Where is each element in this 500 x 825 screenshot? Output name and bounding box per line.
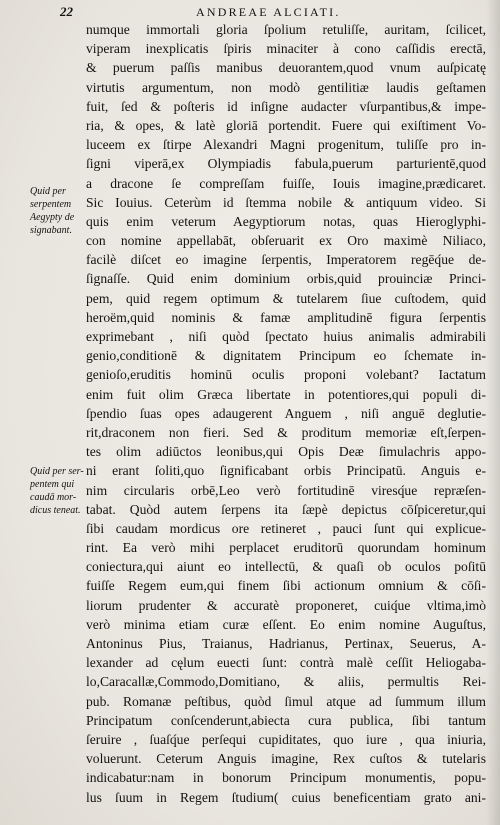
text-line: ria, & opes, & latè gloriā portendit. Fuere qui exiſtiment Vo- bbox=[86, 117, 486, 133]
text-line: & puerum paſſis manibus deuorantem,quod vnum auſpicatę bbox=[86, 60, 486, 76]
page-number: 22 bbox=[60, 4, 73, 19]
text-line: voluerunt. Ceterum Anguis imagine, Rex cuſtos & tutelaris bbox=[86, 751, 486, 767]
text-line: viperam inexplicatis ſpiris minaciter à cono caſſidis erectā, bbox=[86, 41, 486, 57]
text-line: enim fuit olim Græca libertate in potentiores,qui populi di- bbox=[86, 386, 486, 402]
text-line: ni erant ſoliti,quo ſignificabant orbis Principatū. Anguis e- bbox=[86, 463, 486, 479]
text-line: coniectura,qui aiunt eo intellectū, & quaſi ob oculos poſitū bbox=[86, 559, 486, 575]
text-line: lexander ad cęlum euecti ſunt: contrà malè ceſſit Heliogaba- bbox=[86, 655, 486, 671]
text-line: verò minima etiam curæ eſſent. Eo enim nomine Auguſtus, bbox=[86, 616, 486, 632]
text-line: lus ſuum in Regem ſtudium( cuius beneficentiam grato ani- bbox=[86, 789, 486, 805]
text-line: ſignaſſe. Quid enim dominium orbis,quid prouinciæ Princi- bbox=[86, 271, 486, 287]
margin-note-line: signabant. bbox=[30, 225, 72, 236]
text-line: virtutis argumentum, non modò gentilitiæ laudis geſtamen bbox=[86, 79, 486, 95]
text-line: ſibi caudam mordicus ore retineret , pauci ſunt qui explicue- bbox=[86, 520, 486, 536]
text-line: ſeruire , ſuaſq́ue perſequi cupiditates, quo iure , qua iniuria, bbox=[86, 731, 486, 747]
gutter-shadow bbox=[486, 0, 500, 825]
running-head: ANDREAE ALCIATI. bbox=[196, 5, 341, 19]
text-line: heroëm,quid nominis & famæ amplitudinē figura ſerpentis bbox=[86, 309, 486, 325]
text-line: pem, quid regem optimum & tutelarem ſiue cuſtodem, quid bbox=[86, 290, 486, 306]
text-line: fuiſſe Regem eum,qui finem ſibi actionum omnium & cōſi- bbox=[86, 578, 486, 594]
text-line: numque immortali gloria ſpolium retuliſſe, auritam, ſcilicet, bbox=[86, 22, 486, 37]
margin-note-line: Quid per ser- bbox=[30, 466, 84, 477]
text-line: nim circularis orbē,Leo verò fortitudinē viresq́ue repræſen- bbox=[86, 482, 486, 498]
text-line: luceem ex ſtirpe Alexandri Magni progenitum, tuliſſe pro in- bbox=[86, 137, 486, 153]
text-line: Antoninus Pius, Traianus, Hadrianus, Pertinax, Seuerus, A- bbox=[86, 636, 486, 651]
marginalia bbox=[0, 0, 85, 825]
margin-note-line: pentem qui bbox=[30, 479, 75, 490]
margin-note-line: serpentem bbox=[30, 199, 72, 210]
body-text bbox=[86, 20, 486, 807]
margin-note-line: dicus teneat. bbox=[30, 505, 81, 516]
text-line: genio,conditionē & dignitatem Principum eo ſchemate in- bbox=[86, 348, 486, 364]
margin-note-2 bbox=[30, 465, 88, 517]
text-line: pub. Romanæ peſtibus, quòd ſimul atque ad ſummum illum bbox=[86, 693, 486, 709]
text-line: Sic Iouius. Ceterùm id ſtemma nobile & antiquum video. Si bbox=[86, 194, 486, 210]
text-line: ſigni viperā,ex Olympiadis fabula,puerum parturientē,quod bbox=[86, 156, 486, 172]
margin-note-line: caudā mor- bbox=[30, 492, 77, 503]
margin-note-1 bbox=[30, 185, 88, 237]
text-line: tabat. Quòd autem ſerpens ita ſæpè depictus cōſpiceretur,qui bbox=[86, 501, 486, 517]
text-line: genioſo,eruditis hominū oculis proponi volebant? Iactatum bbox=[86, 367, 486, 383]
text-line: fuit, ſed & poſteris id inſigne audacter vſurpantibus,& impe- bbox=[86, 98, 486, 114]
text-line: lo,Caracallæ,Commodo,Domitiano, & aliis, permultis Rei- bbox=[86, 674, 486, 690]
text-line: quis enim veterum Aegyptiorum notas, quas Hieroglyphi- bbox=[86, 213, 486, 229]
margin-note-line: Aegypty de bbox=[30, 212, 75, 223]
text-line: rit,draconem non fieri. Sed & proditum memoriæ eſt,ſerpen- bbox=[86, 424, 486, 440]
text-line: indicabatur:nam in bonorum Principum monumentis, popu- bbox=[86, 770, 486, 786]
text-line: tes olim adiūctos leonibus,qui Opis Deæ ſimulachris appo- bbox=[86, 444, 486, 460]
margin-note-line: Quid per bbox=[30, 186, 66, 197]
text-line: rint. Ea verò mihi perplacet eruditorū quorundam hominum bbox=[86, 540, 486, 556]
text-line: Principatum conſcenderunt,abiecta cura publica, ſibi tantum bbox=[86, 712, 486, 728]
text-line: ſpendio ſuas opes adaugerent Anguem , niſi anguē deglutie- bbox=[86, 405, 486, 421]
text-line: facilè diſcet eo imagine ſerpentis, Imperatorem regēq́ue de- bbox=[86, 252, 486, 268]
text-line: con nomine appellabāt, obſeruarit ex Oro maximè Niliaco, bbox=[86, 233, 486, 249]
text-line: liorum prudenter & accuratè proponeret, cuiq́ue vltima,imò bbox=[86, 597, 486, 613]
text-line: a dracone ſe compreſſam fuiſſe, Iouis imagine,prædicaret. bbox=[86, 175, 486, 191]
text-line: exprimebant , niſi quòd ſpectato huius animalis admirabili bbox=[86, 329, 486, 344]
